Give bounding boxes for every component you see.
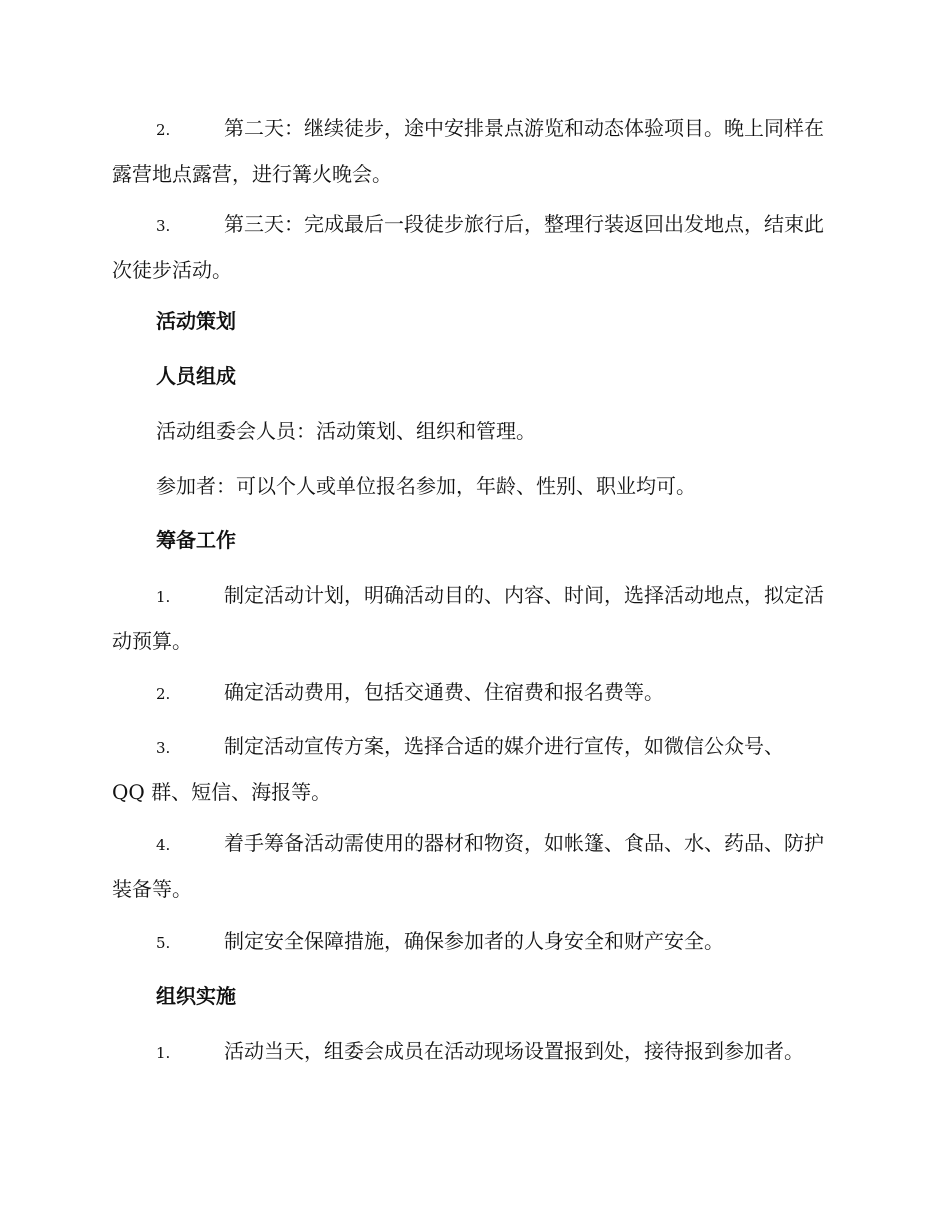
list-item-day3	[112, 202, 834, 292]
paragraph-participants: 参加者：可以个人或单位报名参加，年龄、性别、职业均可。	[156, 474, 696, 498]
list-text: 着手筹备活动需使用的器材和物资，如帐篷、食品、水、药品、防护装备等。	[112, 831, 824, 901]
list-number: 1.	[156, 1044, 171, 1062]
list-number: 3.	[156, 739, 171, 757]
list-text: 制定安全保障措施，确保参加者的人身安全和财产安全。	[224, 929, 724, 953]
paragraph-organizers: 活动组委会人员：活动策划、组织和管理。	[156, 419, 536, 443]
list-item-day2	[112, 106, 834, 196]
list-text: 第二天：继续徒步，途中安排景点游览和动态体验项目。晚上同样在露营地点露营，进行篝火晚会。	[112, 116, 824, 186]
list-text: 活动当天，组委会成员在活动现场设置报到处，接待报到参加者。	[224, 1039, 804, 1063]
list-item-prep-5	[112, 919, 834, 965]
list-text: 制定活动计划，明确活动目的、内容、时间，选择活动地点，拟定活动预算。	[112, 583, 824, 653]
list-number: 3.	[156, 217, 171, 235]
list-item-prep-2	[112, 670, 834, 716]
list-number: 2.	[156, 685, 171, 703]
list-number: 2.	[156, 121, 171, 139]
list-number: 5.	[156, 934, 171, 952]
heading-implementation: 组织实施	[156, 984, 236, 1008]
list-item-prep-1	[112, 573, 834, 663]
heading-preparation: 筹备工作	[156, 528, 236, 552]
heading-staff: 人员组成	[156, 364, 236, 388]
list-text: 制定活动宣传方案，选择合适的媒介进行宣传，如微信公众号、QQ 群、短信、海报等。	[112, 734, 784, 804]
list-item-impl-1	[112, 1029, 812, 1075]
list-number: 4.	[156, 836, 171, 854]
list-number: 1.	[156, 588, 171, 606]
list-item-prep-4	[112, 821, 834, 911]
list-text: 确定活动费用，包括交通费、住宿费和报名费等。	[224, 680, 664, 704]
list-item-prep-3	[112, 724, 802, 814]
heading-activity-plan: 活动策划	[156, 309, 236, 333]
list-text: 第三天：完成最后一段徒步旅行后，整理行装返回出发地点，结束此次徒步活动。	[112, 212, 824, 282]
